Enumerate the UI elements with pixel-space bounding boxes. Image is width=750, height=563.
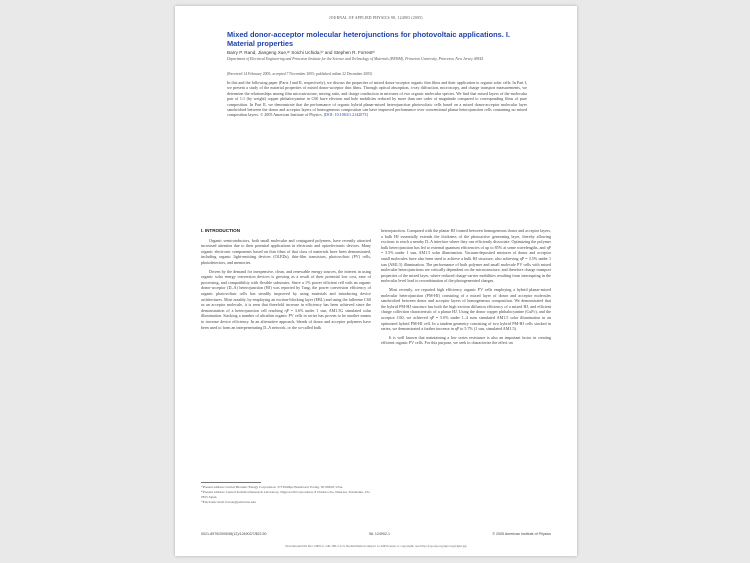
paragraph: It is well known that maintaining a low series resistance is also an important factor in creating efficient organic PV cells. For this purpose, we seek to characterize the effect on <box>381 334 551 346</box>
author-list: Barry P. Rand, Jiangeng Xue,ᵃ⁾ Soichi Uchida,ᵇ⁾ and Stephen R. Forrestᶜ⁾ <box>227 50 376 55</box>
footnotes <box>201 485 371 506</box>
footnote: ᵇ⁾Present address: Central Technical Research Laboratory, Nippon Oil Corporation, 8 Chidori-cho, Naka-ku, Yokohama, 231-0815 Japan. <box>201 490 371 499</box>
footer-copyright: © 2005 American Institute of Physics <box>492 532 551 536</box>
abstract-text: In this and the following paper (Parts I and II, respectively), we discuss the properties of mixed donor-acceptor organic thin films and their application to organic solar cells. In Part I, we present a study of the material properties of mixed donor-acceptor thin films. Through optical absorption, x-ray diffraction, microscopy, and charge transport measurements, we determine the relationships among film microstructure, mixing ratio, and charge conduction in mixtures of two organic molecular species. We find that mixed layers of the molecular pair of 1:1 (by weight) copper phthalocyanine in C60 have electron and hole mobilities reduced by more than one order of magnitude compared to corresponding films of pure composition. In Part II, we demonstrate that the performance of organic hybrid planar-mixed heterojunction photovoltaic cells based on a mixed donor-acceptor molecular layer sandwiched between the donor and acceptor layers of homogeneous composition can have improved performance over conventional planar heterojunction cells containing no mixed composition layers. © 2005 American Institute of Physics. <box>227 80 527 118</box>
affiliation: Department of Electrical Engineering and Princeton Institute for the Science and Technology of Materials (PRISM), Princeton University, Princeton, New Jersey 08544 <box>227 57 484 61</box>
footer-issn: 0021-8979/2005/98(12)/124902/7/$22.50 <box>201 532 267 536</box>
right-column <box>381 228 551 349</box>
section-heading: I. INTRODUCTION <box>201 228 241 233</box>
footnote-divider <box>201 482 261 483</box>
paragraph: Organic semiconductors, both small molecular and conjugated polymers, have recently attracted increased attention due to their potential applications in electronic and optoelectronic devices. Many organic electronic components based on thin films of that class of materials have been demonstrated, including organic light-emitting devices (OLEDs), thin-film transistors, photovoltaic (PV) cells, photodetectors, and memories. <box>201 237 371 265</box>
page-footer <box>201 532 551 536</box>
paragraph: Most recently, we reported high efficiency organic PV cells employing a hybrid planar-mixed molecular heterojunction (PM-HJ) consisting of a mixed layer of donor and acceptor molecules sandwiched between donor and acceptor layers of homogeneous composition. We demonstrated that the hybrid PM-HJ structure has both the high exciton diffusion efficiency of a mixed HJ, and efficient charge collection characteristic of a planar HJ. Using the donor copper phthalocyanine (CuPc), and the acceptor C60, we achieved ηP = 5.0% under 1–4 suns simulated AM1.5 solar illumination in an optimized hybrid PM-HJ cell. In a tandem geometry consisting of two hybrid PM-HJ cells stacked in series, we demonstrated a further increase in ηP to 5.7% (1 sun, simulated AM1.5). <box>381 286 551 332</box>
doi-link[interactable]: [DOI: 10.1063/1.2142073] <box>323 112 368 118</box>
footnote: ᶜ⁾Electronic mail: forrest@princeton.edu <box>201 500 256 505</box>
left-column <box>201 228 371 333</box>
footer-page-number: 98, 124902-1 <box>368 532 391 536</box>
abstract <box>227 80 527 118</box>
paper-page <box>175 6 577 556</box>
footnote: ᵃ⁾Present address: Global Photonic Energy Corporation, 373 Phillips Boulevard, Ewing, NJ 08618, USA. <box>201 485 344 489</box>
received-dates: (Received 14 February 2005; accepted 7 November 2005; published online 22 December 2005) <box>227 72 373 76</box>
paper-title: Mixed donor-acceptor molecular heterojunctions for photovoltaic applications. I. Material properties <box>227 30 510 48</box>
paragraph: heterojunction. Compared with the planar HJ formed between homogeneous donor and acceptor layers, a bulk HJ essentially extends the thickness of the photoactive generating layer, thereby allowing excitons to reach a nearby D–A interface where they can efficiently dissociate. Optimizing the polymer bulk heterojunction has led to external quantum efficiencies of up to 85% at some wavelengths, and ηP = 3.5% under 1 sun, AM1.5 solar illumination. Vacuum-deposited mixtures of donor and acceptor small molecules have also been used to achieve a bulk HJ structure, also achieving ηP = 3.5% under 1 sun (AM1.5) illumination. The performance of both polymer and small molecule PV cells with mixed molecular heterojunctions are critically dependent on the microstructure, and therefore charge transport properties of the mixed layer, where reduced charge-carrier mobilities resulting from interrupting in the molecular level lead to recombination of the photogenerated charges. <box>381 228 551 284</box>
download-notice: Downloaded 06 Dec 2009 to 140.180.2.113. Redistribution subject to AIP license or copyright; see http://jap.aip.org/jap/copyright.jsp <box>285 544 467 548</box>
running-head: JOURNAL OF APPLIED PHYSICS 98, 124903 (2005) <box>329 16 423 20</box>
paragraph: Driven by the demand for inexpensive, clean, and renewable energy sources, the interest in using organic solar energy conversion devices is growing as a result of their potential low cost, ease of processing, and compatibility with flexible substrates. Since a 1% power efficient cell with an organic donor-acceptor (D–A) heterojunction (HJ) was reported by Tang, the power conversion efficiency of organic photovoltaic cells has steadily improved by using materials and introducing device architectures. Most notably, by employing an exciton-blocking layer (EBL) and using the fullerene C60 as an acceptor molecule, it is seen that threefold increase in efficiency has been achieved since the demonstration of a heterojunction cell reaching ηP = 3.6% under 1 sun, AM1.5G simulated solar illumination. Stacking a number of ultrathin organic PV cells in series has proven to be another means to increase device efficiency. In an alternative approach, blends of donor and acceptor polymers have been used to form an interpenetrating D–A network, or the so-called bulk <box>201 268 371 330</box>
